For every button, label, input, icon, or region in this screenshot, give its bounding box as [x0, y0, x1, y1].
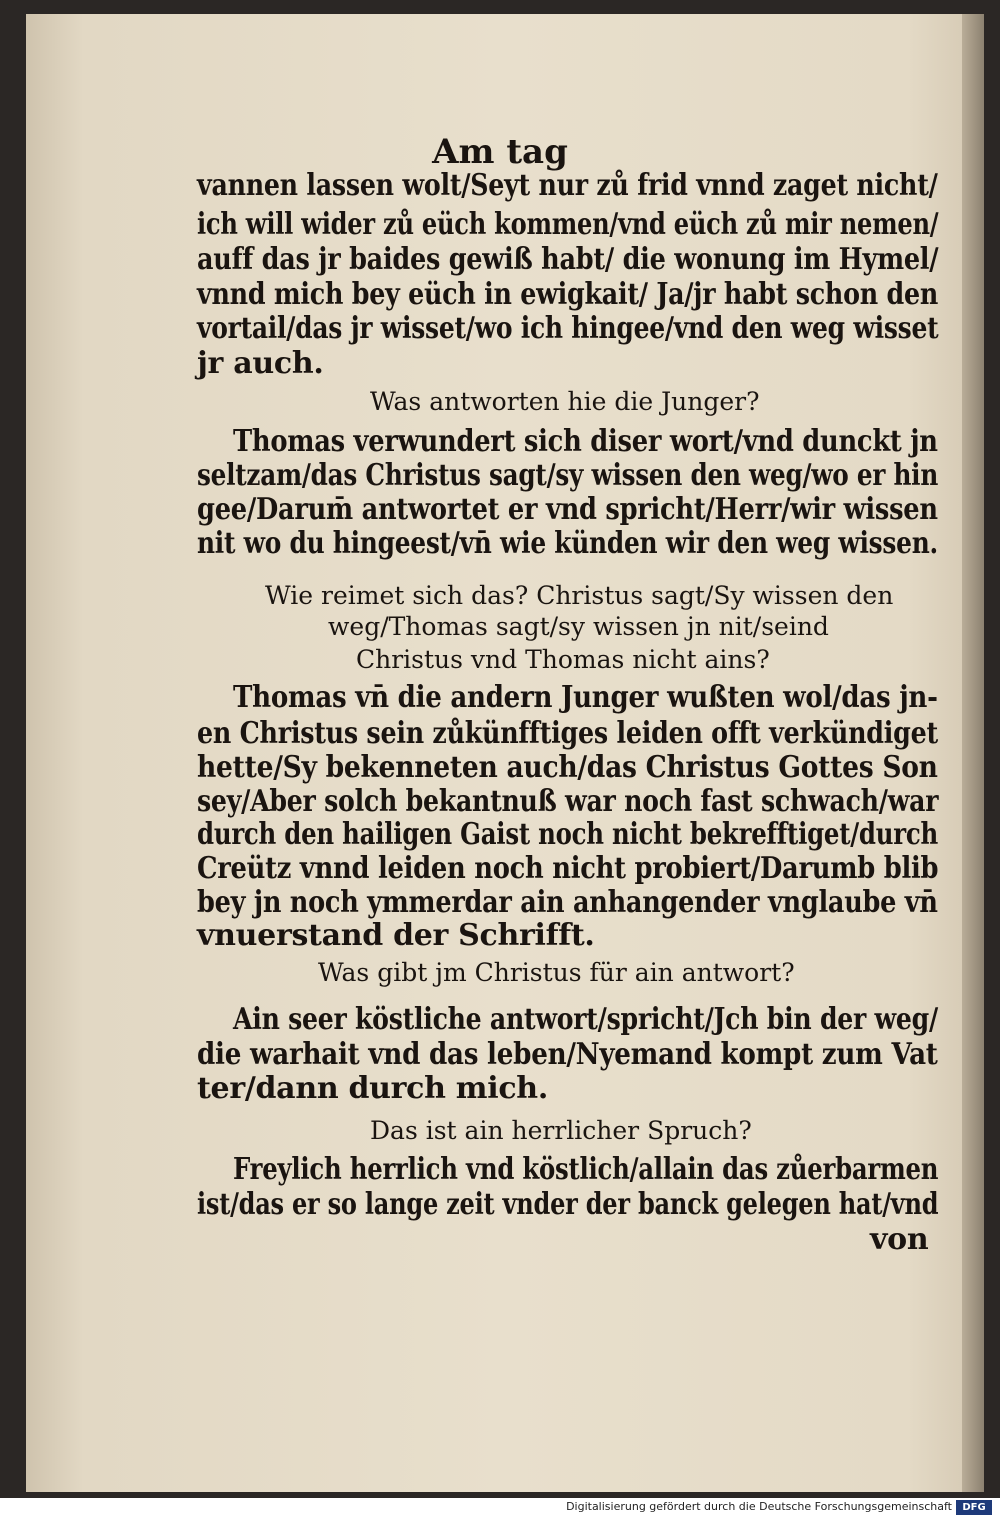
text-line: Ain seer köstliche antwort/spricht/Jch bin der weg/ — [233, 1002, 938, 1037]
catchword: von — [870, 1222, 929, 1257]
text-line: Creütz vnnd leiden noch nicht probiert/Darumb blib — [197, 851, 939, 886]
page-edge — [962, 14, 984, 1492]
page-header: Am tag — [432, 132, 568, 172]
text-line: sey/Aber solch bekantnuß war noch fast schwach/war — [197, 784, 939, 819]
footer-credit: Digitalisierung gefördert durch die Deutsche Forschungsgemeinschaft — [566, 1500, 952, 1513]
text-line: auff das jr baides gewiß habt/ die wonung im Hymel/ — [197, 242, 939, 277]
text-line: jr auch. — [197, 346, 324, 381]
question-heading: Christus vnd Thomas nicht ains? — [356, 645, 770, 674]
question-heading: Das ist ain herrlicher Spruch? — [370, 1116, 752, 1145]
text-line: vortail/das jr wisset/wo ich hingee/vnd den weg wisset — [197, 311, 939, 346]
text-line: nit wo du hingeest/vn̄ wie künden wir den weg wissen. — [197, 526, 938, 561]
text-line: die warhait vnd das leben/Nyemand kompt zum Vat — [197, 1037, 938, 1072]
text-line: Freylich herrlich vnd köstlich/allain das zůerbarmen — [233, 1152, 939, 1187]
text-line: bey jn noch ymmerdar ain anhangender vnglaube vn̄ — [197, 885, 938, 920]
text-line: ist/das er so lange zeit vnder der banck gelegen hat/vnd — [197, 1187, 939, 1222]
question-heading: weg/Thomas sagt/sy wissen jn nit/seind — [328, 612, 829, 641]
text-line: vnuerstand der Schrifft. — [197, 918, 595, 953]
text-line: ich will wider zů eüch kommen/vnd eüch zů mir nemen/ — [197, 207, 939, 242]
text-line: Thomas verwundert sich diser wort/vnd dunckt jn — [233, 424, 938, 459]
text-line: vannen lassen wolt/Seyt nur zů frid vnnd zaget nicht/ — [197, 168, 938, 203]
question-heading: Wie reimet sich das? Christus sagt/Sy wissen den — [265, 581, 894, 610]
text-line: vnnd mich bey eüch in ewigkait/ Ja/jr habt schon den — [197, 277, 939, 312]
dfg-logo: DFG — [956, 1500, 992, 1515]
text-line: gee/Darum̄ antwortet er vnd spricht/Herr/wir wissen — [197, 492, 938, 527]
text-line: durch den hailigen Gaist noch nicht bekrefftiget/durch — [197, 817, 938, 852]
text-line: hette/Sy bekenneten auch/das Christus Gottes Son — [197, 750, 938, 785]
text-line: Thomas vn̄ die andern Junger wußten wol/das jn- — [233, 680, 938, 715]
text-line: ter/dann durch mich. — [197, 1071, 548, 1106]
question-heading: Was antworten hie die Junger? — [370, 387, 760, 416]
text-line: seltzam/das Christus sagt/sy wissen den weg/wo er hin — [197, 458, 939, 493]
question-heading: Was gibt jm Christus für ain antwort? — [318, 958, 795, 987]
text-line: en Christus sein zůkünfftiges leiden offt verkündiget — [197, 716, 938, 751]
